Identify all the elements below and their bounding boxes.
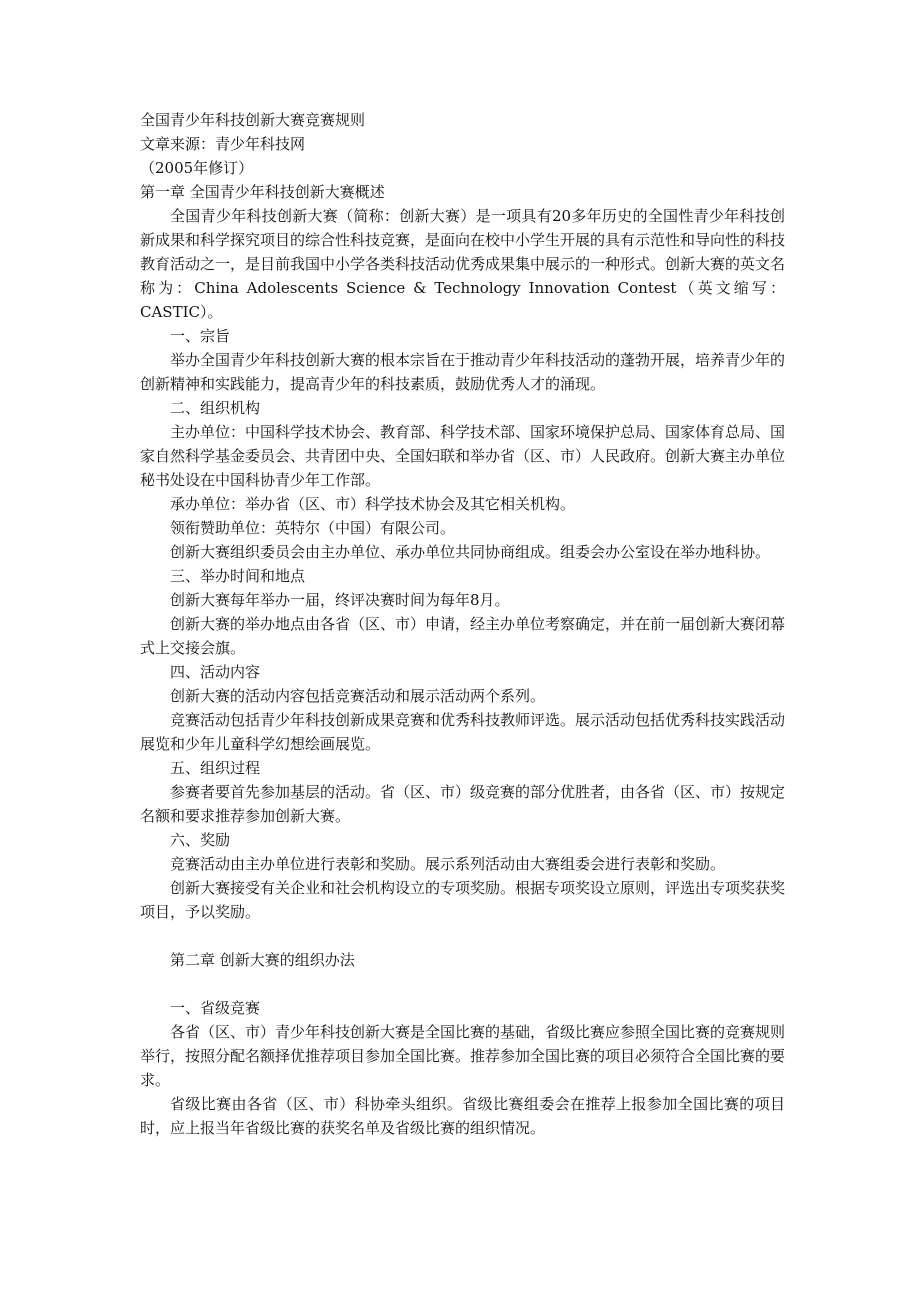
- spacer: [140, 972, 785, 996]
- awards-text-2: 创新大赛接受有关企业和社会机构设立的专项奖励。根据专项奖设立原则，评选出专项奖获奖项目，予以奖励。: [140, 879, 786, 921]
- document-title: 全国青少年科技创新大赛竞赛规则: [140, 111, 366, 129]
- section-process-title: 五、组织过程: [170, 759, 261, 777]
- organizers-text: 主办单位：中国科学技术协会、教育部、科学技术部、国家环境保护总局、国家体育总局、国家自然科学基金委员会、共青团中央、全国妇联和举办省（区、市）人民政府。创新大赛主办单位秘书处设在中国科协青少年工作部。: [140, 423, 786, 489]
- spacer: [140, 924, 785, 948]
- hosts-text: 承办单位：举办省（区、市）科学技术协会及其它相关机构。: [170, 495, 576, 513]
- section-content-title: 四、活动内容: [170, 663, 261, 681]
- provincial-text-1: 各省（区、市）青少年科技创新大赛是全国比赛的基础，省级比赛应参照全国比赛的竞赛规则举行，按照分配名额择优推荐项目参加全国比赛。推荐参加全国比赛的项目必须符合全国比赛的要求。: [140, 1023, 786, 1089]
- section-purpose-title: 一、宗旨: [170, 327, 231, 345]
- provincial-text-2: 省级比赛由各省（区、市）科协牵头组织。省级比赛组委会在推荐上报参加全国比赛的项目时，应上报当年省级比赛的获奖名单及省级比赛的组织情况。: [140, 1095, 785, 1137]
- chapter1-intro: 全国青少年科技创新大赛（简称：创新大赛）是一项具有20多年历史的全国性青少年科技创新成果和科学探究项目的综合性科技竞赛，是面向在校中小学生开展的具有示范性和导向性的科技教育活动之一，是目前我国中小学各类科技活动优秀成果集中展示的一种形式。创新大赛的英文名称为：China Adolescents Science & Technology Innovation Contest（英文缩写：CASTIC）。: [140, 207, 786, 321]
- time-text: 创新大赛每年举办一届，终评决赛时间为每年8月。: [170, 591, 510, 609]
- article-source: 文章来源：青少年科技网: [140, 135, 306, 153]
- section-organization-title: 二、组织机构: [170, 399, 261, 417]
- content-text-1: 创新大赛的活动内容包括竞赛活动和展示活动两个系列。: [170, 687, 546, 705]
- section-awards-title: 六、奖励: [170, 831, 231, 849]
- process-text: 参赛者要首先参加基层的活动。省（区、市）级竞赛的部分优胜者，由各省（区、市）按规定名额和要求推荐参加创新大赛。: [140, 783, 786, 825]
- section-provincial-title: 一、省级竞赛: [170, 999, 261, 1017]
- place-text: 创新大赛的举办地点由各省（区、市）申请，经主办单位考察确定，并在前一届创新大赛闭幕式上交接会旗。: [140, 615, 786, 657]
- revision-note: （2005年修订）: [140, 159, 254, 177]
- document-page: [140, 108, 785, 1140]
- chapter1-heading: 第一章 全国青少年科技创新大赛概述: [140, 183, 385, 201]
- committee-text: 创新大赛组织委员会由主办单位、承办单位共同协商组成。组委会办公室设在举办地科协。: [170, 543, 771, 561]
- content-text-2: 竞赛活动包括青少年科技创新成果竞赛和优秀科技教师评选。展示活动包括优秀科技实践活动展览和少年儿童科学幻想绘画展览。: [140, 711, 786, 753]
- awards-text-1: 竞赛活动由主办单位进行表彰和奖励。展示系列活动由大赛组委会进行表彰和奖励。: [170, 855, 726, 873]
- section-time-place-title: 三、举办时间和地点: [170, 567, 306, 585]
- chapter2-heading: 第二章 创新大赛的组织办法: [170, 951, 355, 969]
- sponsor-text: 领衔赞助单位：英特尔（中国）有限公司。: [170, 519, 456, 537]
- section-purpose-text: 举办全国青少年科技创新大赛的根本宗旨在于推动青少年科技活动的蓬勃开展，培养青少年的创新精神和实践能力，提高青少年的科技素质，鼓励优秀人才的涌现。: [140, 351, 786, 393]
